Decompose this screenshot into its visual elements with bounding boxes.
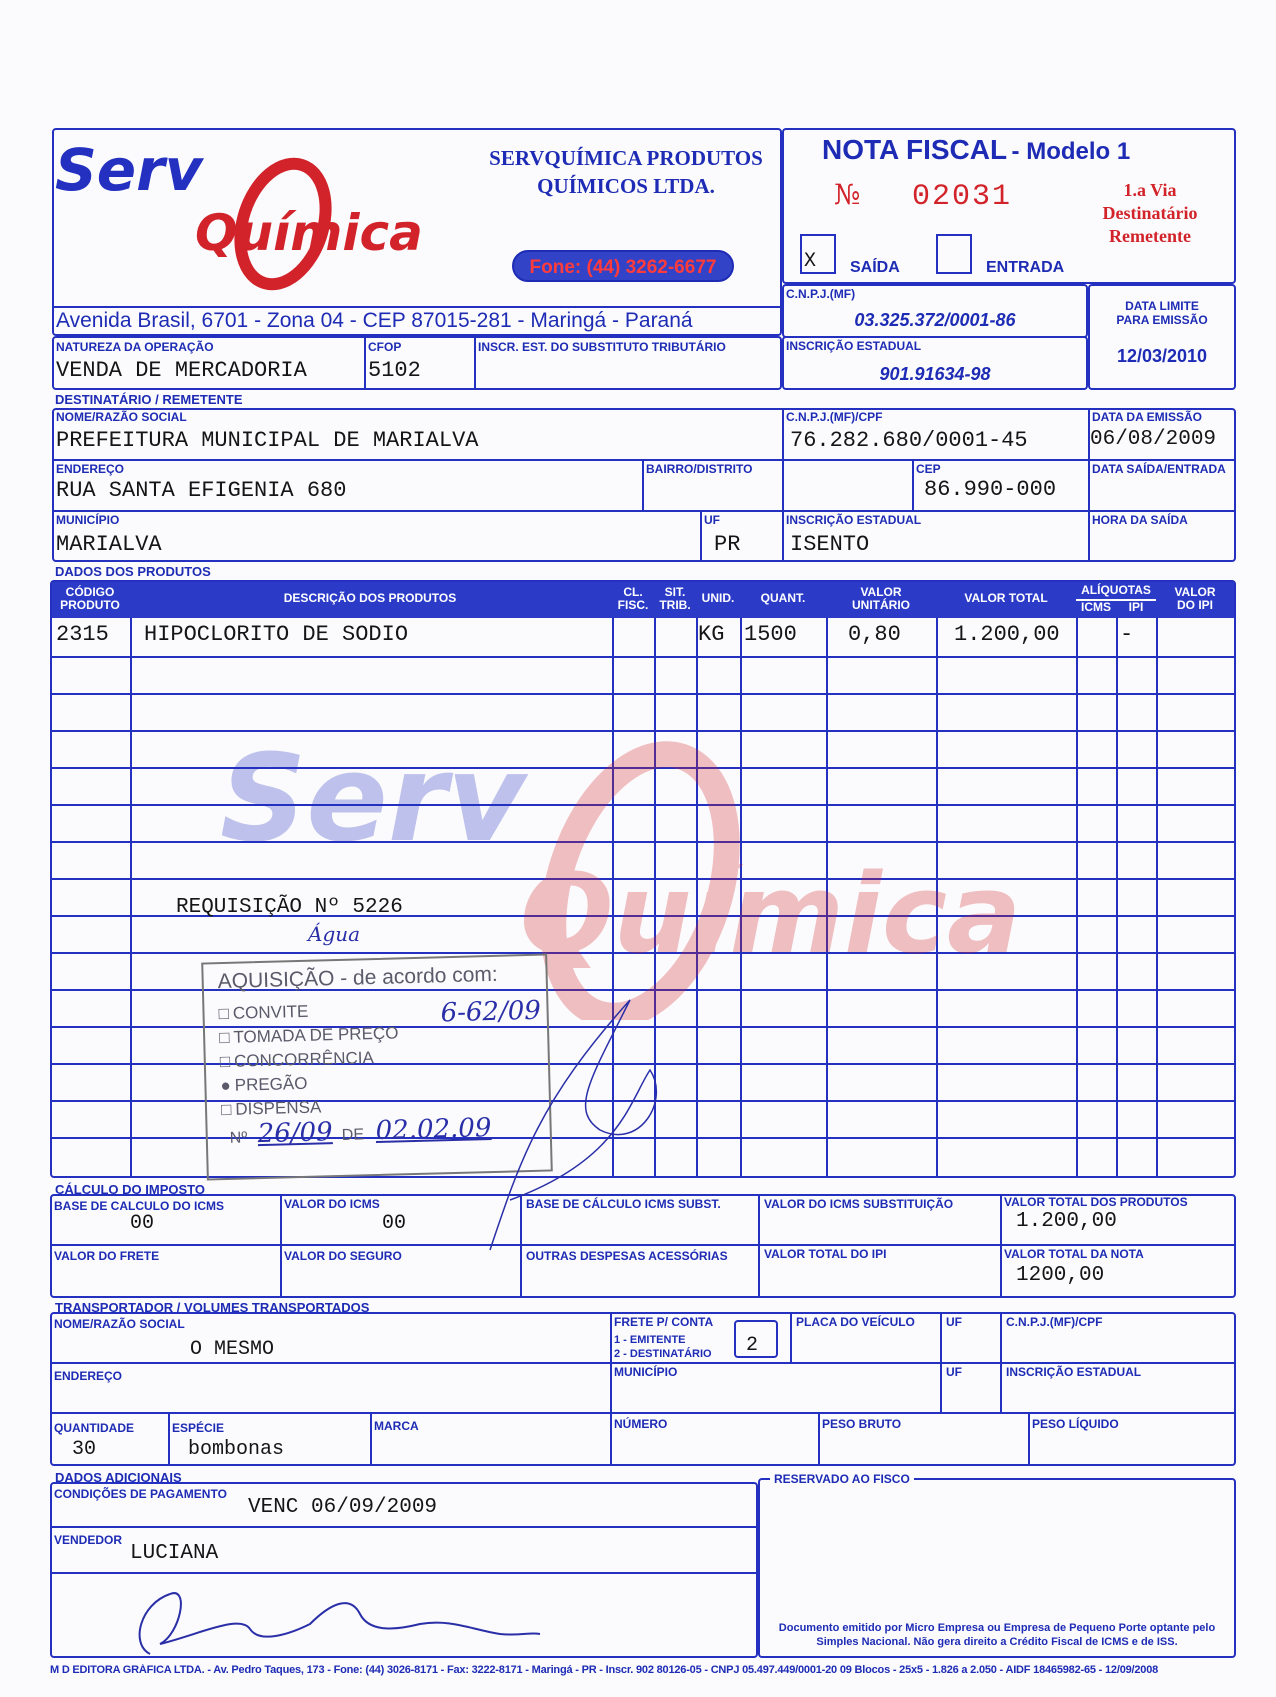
stamp-no-value: 26/09 bbox=[257, 1117, 334, 1150]
pagamento-label: CONDIÇÕES DE PAGAMENTO bbox=[54, 1487, 227, 1501]
vendedor-label: VENDEDOR bbox=[54, 1533, 123, 1547]
requisicao-text: REQUISIÇÃO Nº 5226 bbox=[176, 896, 403, 919]
divider bbox=[912, 459, 914, 510]
numero-label: NÚMERO bbox=[614, 1417, 668, 1431]
cfop-value: 5102 bbox=[368, 358, 421, 383]
bairro-label: BAIRRO/DISTRITO bbox=[646, 462, 753, 476]
via-line-3: Remetente bbox=[1109, 226, 1191, 246]
entrada-label: ENTRADA bbox=[986, 259, 1065, 276]
outras-label: OUTRAS DESPESAS ACESSÓRIAS bbox=[526, 1249, 728, 1263]
uf-label: UF bbox=[704, 513, 720, 527]
divider bbox=[700, 510, 702, 562]
data-limite-label-1: DATA LIMITE bbox=[1125, 299, 1199, 313]
recipient-ie-value: ISENTO bbox=[790, 532, 870, 557]
total-produtos-label: VALOR TOTAL DOS PRODUTOS bbox=[1004, 1195, 1188, 1209]
recipient-name: PREFEITURA MUNICIPAL DE MARIALVA bbox=[56, 428, 479, 453]
issuer-ie-label: INSCRIÇÃO ESTADUAL bbox=[786, 339, 922, 353]
transport-cnpj-label: C.N.P.J.(MF)/CPF bbox=[1006, 1315, 1103, 1329]
divider bbox=[642, 459, 644, 510]
especie-value: bombonas bbox=[188, 1438, 285, 1461]
additional-section-title: DADOS ADICIONAIS bbox=[55, 1470, 182, 1485]
divider bbox=[1028, 1412, 1030, 1466]
row1-codigo: 2315 bbox=[56, 622, 109, 647]
stamp-option bbox=[221, 1097, 322, 1120]
th-quant: QUANT. bbox=[760, 591, 806, 605]
natureza-value: VENDA DE MERCADORIA bbox=[56, 358, 307, 383]
recipient-cnpj: 76.282.680/0001-45 bbox=[790, 428, 1028, 453]
municipio-label: MUNICÍPIO bbox=[56, 513, 120, 527]
saida-entrada-label: DATA SAÍDA/ENTRADA bbox=[1092, 462, 1226, 476]
frete-opt-1: 1 - EMITENTE bbox=[614, 1334, 686, 1346]
transport-ie-label: INSCRIÇÃO ESTADUAL bbox=[1006, 1365, 1142, 1379]
row1-vunit: 0,80 bbox=[848, 622, 901, 647]
marca-label: MARCA bbox=[374, 1419, 419, 1433]
recipient-ie-label: INSCRIÇÃO ESTADUAL bbox=[786, 513, 922, 527]
fisco-label: RESERVADO AO FISCO bbox=[770, 1473, 914, 1486]
divider bbox=[52, 510, 1236, 512]
hora-label: HORA DA SAÍDA bbox=[1092, 513, 1188, 527]
base-icms-label: BASE DE CALCULO DO ICMS bbox=[54, 1199, 225, 1213]
issuer-cnpj-label: C.N.P.J.(MF) bbox=[786, 287, 856, 301]
signature bbox=[120, 1574, 580, 1666]
table-row-line bbox=[52, 693, 1234, 695]
recipient-cnpj-label: C.N.P.J.(MF)/CPF bbox=[786, 410, 883, 424]
transport-name-label: NOME/RAZÃO SOCIAL bbox=[54, 1317, 185, 1331]
especie-label: ESPÉCIE bbox=[172, 1421, 225, 1435]
th-icms: ICMS bbox=[1081, 600, 1111, 614]
stamp-checkbox-icon: □ bbox=[220, 1099, 232, 1120]
th-descricao: DESCRIÇÃO DOS PRODUTOS bbox=[283, 591, 457, 605]
data-limite-value: 12/03/2010 bbox=[1116, 346, 1208, 366]
vendedor-value: LUCIANA bbox=[130, 1542, 219, 1565]
base-subst-label: BASE DE CÁLCULO ICMS SUBST. bbox=[526, 1197, 721, 1211]
stamp-option bbox=[219, 1023, 399, 1048]
valor-icms-label: VALOR DO ICMS bbox=[284, 1197, 380, 1211]
stamp-option bbox=[220, 1048, 375, 1072]
row1-quant: 1500 bbox=[744, 622, 797, 647]
emissao-label: DATA DA EMISSÃO bbox=[1092, 410, 1202, 424]
transport-uf2-label: UF bbox=[946, 1365, 962, 1379]
transport-section-title: TRANSPORTADOR / VOLUMES TRANSPORTADOS bbox=[55, 1300, 370, 1315]
natureza-label: NATUREZA DA OPERAÇÃO bbox=[56, 340, 214, 354]
pen-strokes bbox=[480, 960, 700, 1260]
watermark-quimica: Química bbox=[520, 850, 1022, 978]
endereco-label: ENDEREÇO bbox=[56, 462, 125, 476]
seguro-label: VALOR DO SEGURO bbox=[284, 1249, 402, 1263]
transport-municipio-label: MUNICÍPIO bbox=[614, 1365, 678, 1379]
stamp-de-label: DE bbox=[341, 1126, 365, 1144]
subst-label: INSCR. EST. DO SUBSTITUTO TRIBUTÁRIO bbox=[478, 340, 726, 354]
th-aliquotas: ALÍQUOTAS bbox=[1081, 583, 1151, 597]
peso-liquido-label: PESO LÍQUIDO bbox=[1032, 1417, 1119, 1431]
logo-quimica-text: Química bbox=[195, 204, 423, 262]
th-unid: UNID. bbox=[701, 591, 735, 605]
total-nota-value: 1200,00 bbox=[1016, 1264, 1105, 1287]
total-nota-label: VALOR TOTAL DA NOTA bbox=[1004, 1247, 1144, 1261]
placa-label: PLACA DO VEÍCULO bbox=[796, 1315, 915, 1329]
th-cl-fisc: CL. FISC. bbox=[617, 585, 649, 612]
row1-ipi: - bbox=[1120, 622, 1134, 647]
total-ipi-label: VALOR TOTAL DO IPI bbox=[764, 1247, 887, 1261]
th-vunit: VALOR UNITÁRIO bbox=[852, 585, 910, 612]
th-sit-trib: SIT. TRIB. bbox=[659, 585, 691, 612]
table-column-line bbox=[1116, 618, 1118, 1178]
divider bbox=[168, 1412, 170, 1466]
cfop-label: CFOP bbox=[368, 340, 402, 354]
via-line-2: Destinatário bbox=[1102, 203, 1198, 223]
cep-value: 86.990-000 bbox=[924, 477, 1057, 502]
saida-label: SAÍDA bbox=[850, 259, 900, 276]
th-vtotal: VALOR TOTAL bbox=[964, 591, 1048, 605]
cep-label: CEP bbox=[916, 462, 941, 476]
stamp-checkbox-icon: □ bbox=[219, 1051, 231, 1072]
stamp-handwritten-ref: 6-62/09 bbox=[440, 995, 542, 1029]
table-column-line bbox=[1156, 618, 1158, 1178]
stamp-option-label: CONCORRÊNCIA bbox=[233, 1048, 375, 1071]
stamp-title: AQUISIÇÃO - de acordo com: bbox=[217, 962, 499, 994]
issuer-ie: 901.91634-98 bbox=[879, 364, 991, 384]
row1-unid: KG bbox=[698, 622, 725, 647]
watermark-serv: Serv bbox=[220, 730, 526, 869]
divider bbox=[50, 1362, 1236, 1364]
divider bbox=[52, 459, 1236, 461]
company-name-2: QUÍMICOS LTDA. bbox=[537, 174, 715, 198]
stamp-de-value: 02.02.09 bbox=[375, 1113, 492, 1147]
divider bbox=[818, 1412, 820, 1466]
base-icms-value: 00 bbox=[130, 1212, 155, 1235]
emissao-value: 06/08/2009 bbox=[1090, 428, 1217, 451]
stamp-option bbox=[220, 1074, 308, 1096]
invoice-number: 02031 bbox=[912, 180, 1013, 214]
recipient-section-title: DESTINATÁRIO / REMETENTE bbox=[55, 392, 243, 407]
stamp-option-label: CONVITE bbox=[232, 1001, 309, 1023]
stamp-checkbox-icon: □ bbox=[218, 1027, 230, 1048]
handwritten-item: Água bbox=[308, 922, 361, 946]
quantidade-label: QUANTIDADE bbox=[54, 1421, 134, 1435]
th-codigo: CÓDIGO PRODUTO bbox=[60, 585, 120, 612]
row1-vtotal: 1.200,00 bbox=[954, 622, 1060, 647]
stamp-checkbox-icon: □ bbox=[218, 1003, 230, 1024]
saida-checkbox[interactable] bbox=[800, 234, 836, 274]
th-ipi: IPI bbox=[1128, 600, 1144, 614]
products-section-title: DADOS DOS PRODUTOS bbox=[55, 564, 211, 579]
company-phone-badge: Fone: (44) 3262-6677 bbox=[512, 250, 734, 282]
divider bbox=[758, 1194, 760, 1298]
invoice-model-text: - Modelo 1 bbox=[1011, 138, 1131, 165]
transport-name: O MESMO bbox=[190, 1338, 275, 1361]
divider bbox=[1000, 1194, 1002, 1298]
divider bbox=[610, 1312, 612, 1466]
divider bbox=[370, 1412, 372, 1466]
stamp-checkbox-checked-icon: ● bbox=[220, 1075, 231, 1096]
municipio-value: MARIALVA bbox=[56, 532, 162, 557]
frete-conta-label: FRETE P/ CONTA bbox=[614, 1315, 714, 1329]
frete-box[interactable] bbox=[734, 1320, 778, 1358]
invoice-number-symbol: № bbox=[834, 178, 861, 211]
recipient-name-label: NOME/RAZÃO SOCIAL bbox=[56, 410, 187, 424]
divider bbox=[50, 1526, 758, 1528]
stamp-option-label: TOMADA DE PREÇO bbox=[233, 1023, 399, 1047]
pagamento-value: VENC 06/09/2009 bbox=[248, 1496, 438, 1519]
invoice-title-text: NOTA FISCAL bbox=[822, 134, 1008, 165]
issuer-cnpj: 03.325.372/0001-86 bbox=[854, 310, 1016, 330]
via-line-1: 1.a Via bbox=[1123, 180, 1177, 200]
row1-descricao: HIPOCLORITO DE SODIO bbox=[144, 622, 409, 647]
peso-bruto-label: PESO BRUTO bbox=[822, 1417, 902, 1431]
table-column-line bbox=[130, 618, 132, 1178]
invoice-title bbox=[822, 134, 1130, 166]
frete-label: VALOR DO FRETE bbox=[54, 1249, 160, 1263]
table-row-line bbox=[52, 656, 1234, 658]
stamp-no-label: Nº bbox=[229, 1129, 248, 1147]
transport-endereco-label: ENDEREÇO bbox=[54, 1369, 123, 1383]
frete-opt-2: 2 - DESTINATÁRIO bbox=[614, 1348, 712, 1360]
divider bbox=[782, 408, 784, 562]
divider bbox=[364, 336, 366, 390]
fisco-note-2: Simples Nacional. Não gera direito a Crédito Fiscal de ICMS e de ISS. bbox=[816, 1636, 1178, 1648]
entrada-checkbox[interactable] bbox=[936, 234, 972, 274]
valor-icms-value: 00 bbox=[382, 1212, 407, 1235]
divider bbox=[1000, 1312, 1002, 1412]
company-name-1: SERVQUÍMICA PRODUTOS bbox=[489, 146, 763, 170]
stamp-option bbox=[218, 1002, 308, 1024]
total-produtos-value: 1.200,00 bbox=[1016, 1210, 1117, 1233]
uf-value: PR bbox=[714, 532, 741, 557]
divider bbox=[474, 336, 476, 390]
company-address: Avenida Brasil, 6701 - Zona 04 - CEP 87015-281 - Maringá - Paraná bbox=[56, 309, 693, 332]
divider bbox=[940, 1312, 942, 1412]
frete-value: 2 bbox=[746, 1334, 759, 1357]
fisco-note-1: Documento emitido por Micro Empresa ou Empresa de Pequeno Porte optante pelo bbox=[778, 1622, 1216, 1634]
company-logo bbox=[55, 132, 495, 292]
divider bbox=[790, 1312, 792, 1362]
divider bbox=[50, 1412, 1236, 1414]
tax-section-title: CÁLCULO DO IMPOSTO bbox=[55, 1182, 205, 1197]
endereco-value: RUA SANTA EFIGENIA 680 bbox=[56, 478, 347, 503]
printer-footer: M D EDITORA GRÁFICA LTDA. - Av. Pedro Taques, 173 - Fone: (44) 3026-8171 - Fax: 3222-8171 - Maringá - PR - Inscr. 902 80126-05 - CNPJ 05.497.449/0001-20 09 Blocos - 25x5 - 1.826 a 2.050 - AIDF 18465982-65 - 12/09/2008 bbox=[50, 1664, 1159, 1676]
stamp-option-label: DISPENSA bbox=[235, 1097, 322, 1119]
divider bbox=[280, 1194, 282, 1298]
data-limite-label-2: PARA EMISSÃO bbox=[1116, 313, 1208, 327]
logo-serv-text: Serv bbox=[55, 136, 203, 204]
quantidade-value: 30 bbox=[72, 1438, 97, 1461]
transport-uf-label: UF bbox=[946, 1315, 962, 1329]
saida-mark: X bbox=[804, 250, 817, 273]
th-valor-ipi: VALOR DO IPI bbox=[1174, 585, 1216, 612]
divider bbox=[52, 306, 782, 308]
valor-subst-label: VALOR DO ICMS SUBSTITUIÇÃO bbox=[764, 1197, 954, 1211]
stamp-option-label: PREGÃO bbox=[234, 1073, 308, 1095]
